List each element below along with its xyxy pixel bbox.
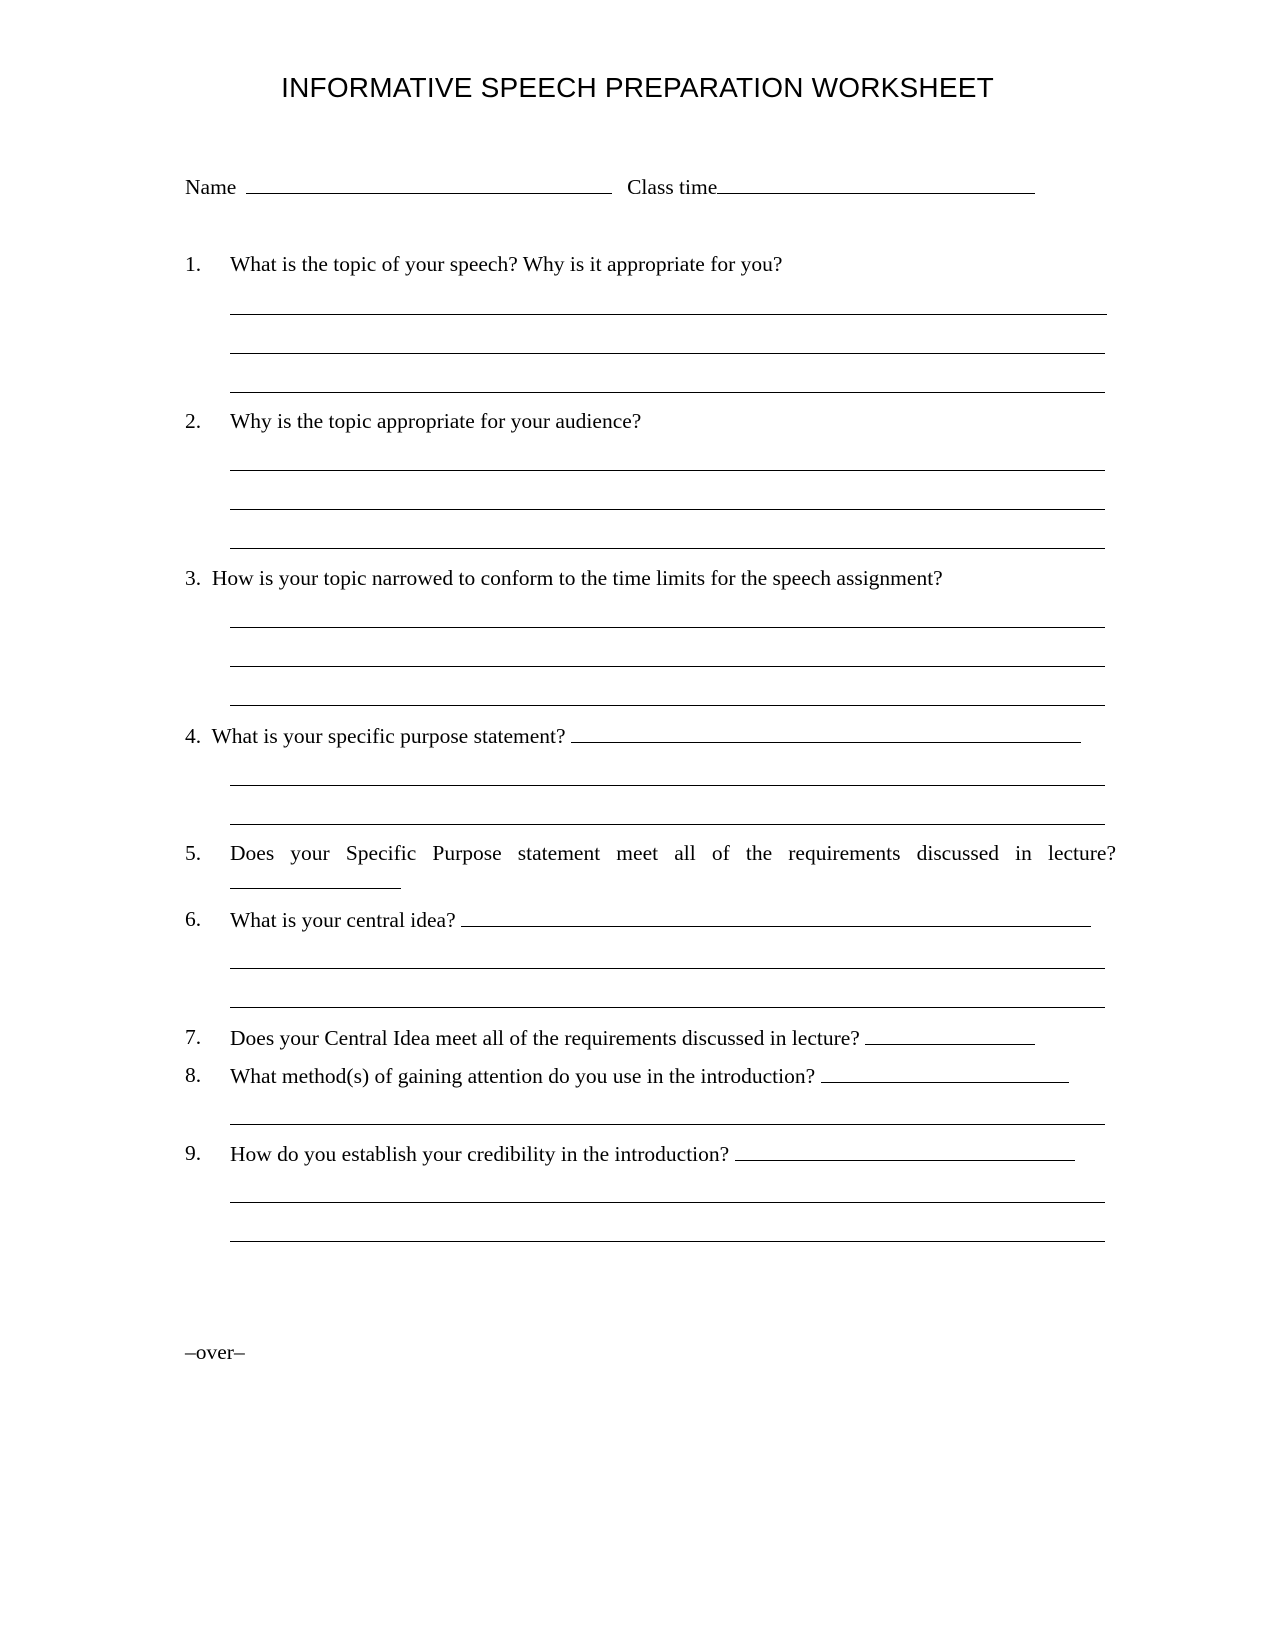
answer-line[interactable] xyxy=(230,627,1105,628)
answer-inline-line[interactable] xyxy=(461,907,1091,927)
question-4-text: What is your specific purpose statement? xyxy=(211,724,566,748)
answer-line[interactable] xyxy=(230,509,1105,510)
worksheet-title: INFORMATIVE SPEECH PREPARATION WORKSHEET xyxy=(281,72,994,103)
question-8-text: What method(s) of gaining attention do you use in the introduction? xyxy=(230,1064,816,1088)
question-3-number: 3. xyxy=(185,566,202,590)
question-7 xyxy=(230,1025,1035,1051)
name-field[interactable] xyxy=(246,174,612,194)
answer-line[interactable] xyxy=(230,666,1105,667)
question-6-text: What is your central idea? xyxy=(230,908,456,932)
answer-line[interactable] xyxy=(230,548,1105,549)
question-8 xyxy=(230,1063,1069,1089)
answer-line[interactable] xyxy=(230,968,1105,969)
question-2-text: Why is the topic appropriate for your audience? xyxy=(230,409,642,433)
class-time-field[interactable] xyxy=(717,174,1035,194)
answer-line[interactable] xyxy=(230,1202,1105,1203)
answer-inline-line[interactable] xyxy=(821,1063,1069,1083)
question-2-number: 2. xyxy=(185,409,202,433)
answer-line[interactable] xyxy=(230,470,1105,471)
question-5-text: Does your Specific Purpose statement meet all of the requirements discussed in lecture? xyxy=(230,841,1116,865)
answer-line[interactable] xyxy=(230,353,1105,354)
name-row xyxy=(185,174,1035,200)
question-1-text: What is the topic of your speech? Why is it appropriate for you? xyxy=(230,252,783,276)
question-4 xyxy=(185,723,1081,749)
question-6-number: 6. xyxy=(185,907,202,931)
question-4-number: 4. xyxy=(185,724,202,748)
answer-line[interactable] xyxy=(230,888,401,889)
question-6 xyxy=(230,907,1091,933)
answer-line[interactable] xyxy=(230,705,1105,706)
question-3-text: How is your topic narrowed to conform to the time limits for the speech assignment? xyxy=(211,566,943,590)
question-1-number: 1. xyxy=(185,252,202,276)
answer-line[interactable] xyxy=(230,314,1107,315)
answer-line[interactable] xyxy=(230,1124,1105,1125)
answer-line[interactable] xyxy=(230,824,1105,825)
answer-inline-line[interactable] xyxy=(865,1025,1035,1045)
name-label: Name xyxy=(185,175,237,199)
question-9-text: How do you establish your credibility in the introduction? xyxy=(230,1142,730,1166)
question-9 xyxy=(230,1141,1075,1167)
answer-line[interactable] xyxy=(230,1241,1105,1242)
answer-inline-line[interactable] xyxy=(735,1141,1075,1161)
answer-line[interactable] xyxy=(230,1007,1105,1008)
class-time-label: Class time xyxy=(627,175,718,199)
question-9-number: 9. xyxy=(185,1141,202,1165)
answer-line[interactable] xyxy=(230,785,1105,786)
question-7-text: Does your Central Idea meet all of the requirements discussed in lecture? xyxy=(230,1026,860,1050)
answer-inline-line[interactable] xyxy=(571,723,1081,743)
question-5-number: 5. xyxy=(185,841,202,865)
over-note: –over– xyxy=(185,1340,245,1364)
answer-line[interactable] xyxy=(230,392,1105,393)
question-7-number: 7. xyxy=(185,1025,202,1049)
question-3 xyxy=(185,566,943,591)
question-8-number: 8. xyxy=(185,1063,202,1087)
